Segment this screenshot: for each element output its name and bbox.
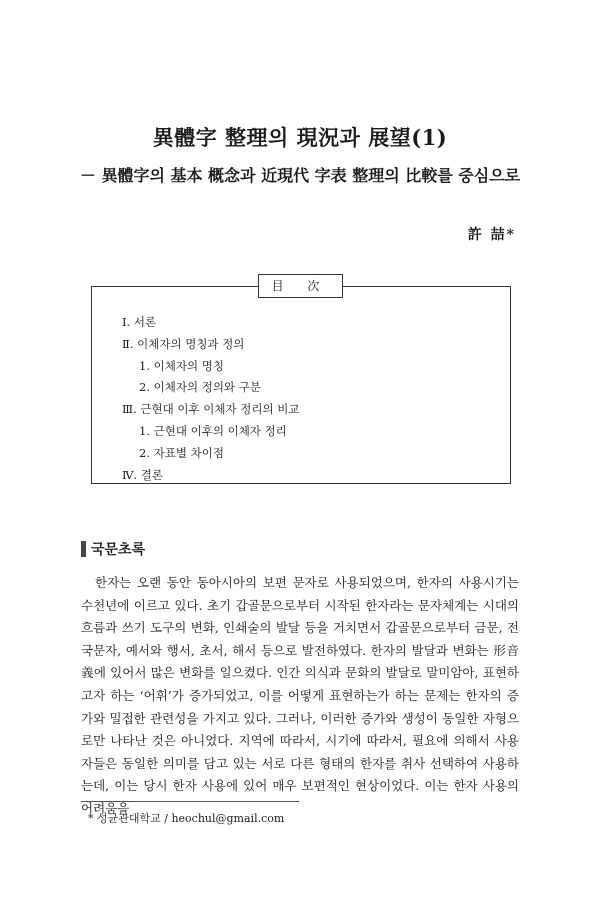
abstract-section-heading bbox=[81, 540, 145, 558]
abstract-paragraph: 한자는 오랜 동안 동아시아의 보편 문자로 사용되었으며, 한자의 사용시기는 수천년에 이르고 있다. 초기 갑골문으로부터 시작된 한자라는 문자체계는 시대의 흐름과 쓰기 도구의 변화, 인쇄술의 발달 등을 거치면서 갑골문으로부터 금문, 전국문자, 예서와 행서, 초서, 해서 등으로 발전하였다. 한자의 발달과 변화는 形音義에 있어서 많은 변화를 일으켰다. 인간 의식과 문화의 발달로 말미암아, 표현하고자 하는 ‘어휘’가 증가되었고, 이를 어떻게 표현하는가 하는 문제는 한자의 증가와 밀접한 관련성을 가지고 있다. 그러나, 이러한 증가와 생성이 동일한 자형으로만 나타난 것은 아니었다. 지역에 따라서, 시기에 따라서, 필요에 의해서 사용자들은 동일한 의미를 담고 있는 서로 다른 형태의 한자를 취사 선택하여 사용하는데, 이는 당시 한자 사용에 있어 매우 보편적인 현상이었다. 이는 한자 사용의 어려움을 bbox=[81, 575, 519, 816]
table-of-contents-list bbox=[122, 312, 299, 486]
toc-item: Ⅲ. 근현대 이후 이체자 정리의 비교 bbox=[122, 402, 300, 417]
footnote-divider bbox=[81, 801, 299, 802]
section-marker-bar bbox=[81, 541, 86, 557]
author-name: 許 喆* bbox=[467, 227, 516, 243]
toc-item: Ⅰ. 서론 bbox=[122, 315, 157, 329]
paper-title: 異體字 整理의 現況과 展望(1) bbox=[152, 125, 448, 150]
author-affiliation-footnote: * 성균관대학교 / heochul@gmail.com bbox=[88, 812, 285, 825]
toc-subitem: 2. 자표별 차이점 bbox=[139, 445, 224, 460]
toc-subitem: 1. 근현대 이후의 이체자 정리 bbox=[139, 423, 287, 438]
paper-subtitle: － 異體字의 基本 概念과 近現代 字表 整理의 比較를 중심으로 bbox=[79, 166, 521, 185]
toc-subitem: 2. 이체자의 정의와 구분 bbox=[139, 380, 261, 395]
toc-item: Ⅱ. 이체자의 명칭과 정의 bbox=[122, 336, 245, 351]
toc-item: Ⅳ. 결론 bbox=[122, 467, 164, 482]
abstract-heading-text: 국문초록 bbox=[91, 542, 146, 558]
toc-subitem: 1. 이체자의 명칭 bbox=[139, 358, 224, 373]
table-of-contents-heading: 目 次 bbox=[258, 274, 343, 298]
